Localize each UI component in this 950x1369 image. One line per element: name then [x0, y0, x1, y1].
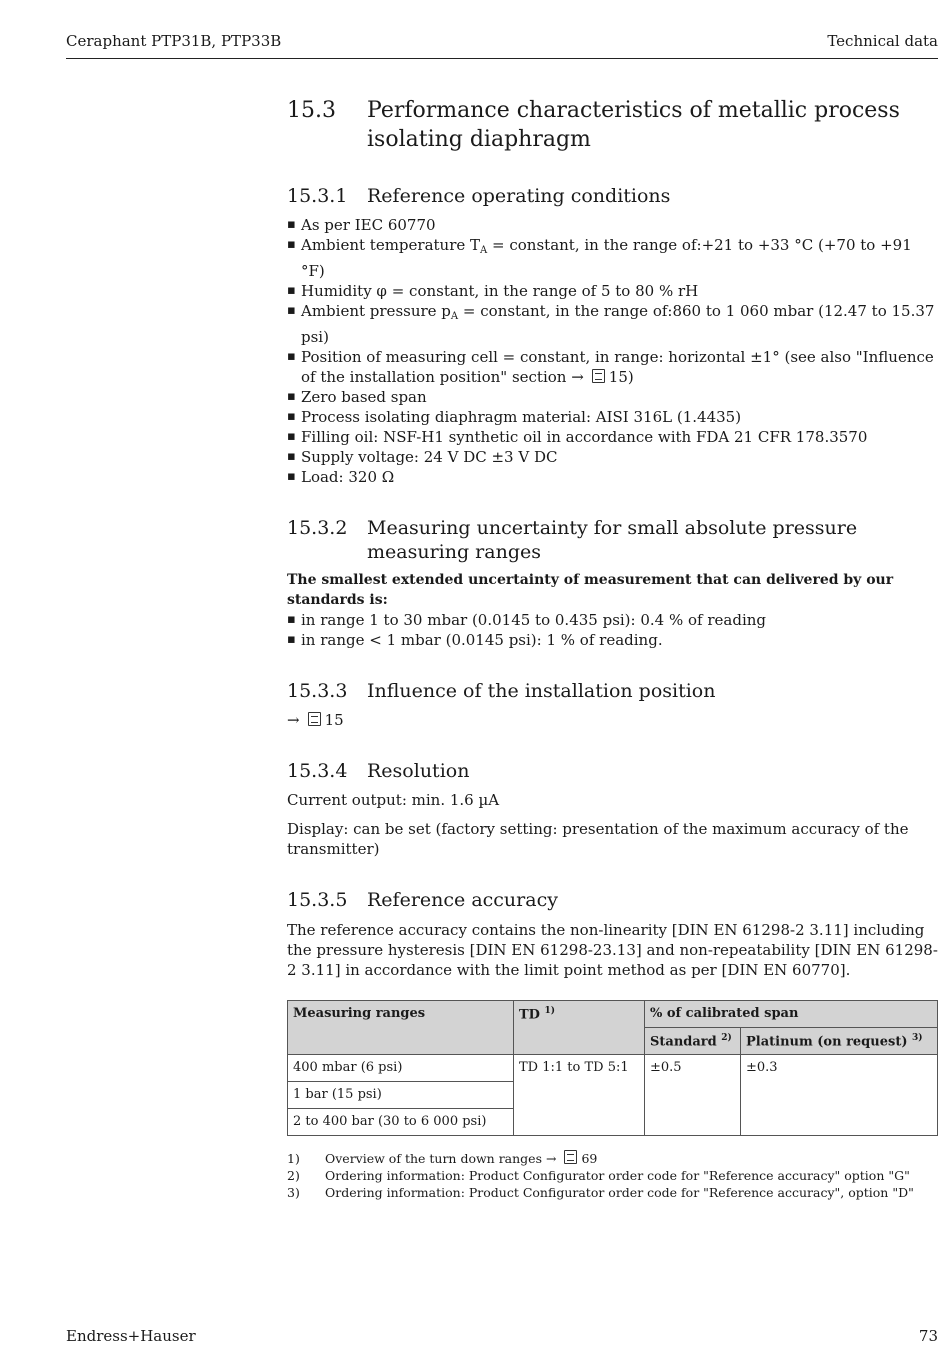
column-header-calibrated-span: % of calibrated span	[645, 1001, 938, 1028]
uncertainty-list	[287, 610, 938, 650]
list-item: ▪ in range 1 to 30 mbar (0.0145 to 0.435 psi): 0.4 % of reading	[287, 610, 938, 630]
section-title: Reference operating conditions	[367, 185, 671, 207]
table-cell: 2 to 400 bar (30 to 6 000 psi)	[288, 1109, 514, 1136]
main-content	[287, 96, 938, 1201]
page-reference-link[interactable]: 15	[324, 711, 344, 729]
footnote: 1) Overview of the turn down ranges → 69	[287, 1151, 598, 1167]
list-item: ▪ in range < 1 mbar (0.0145 psi): 1 % of reading.	[287, 630, 938, 650]
page-header	[66, 30, 938, 59]
section-number: 15.3.1	[287, 185, 348, 207]
table-cell: ±0.5	[645, 1055, 741, 1136]
section-number: 15.3.3	[287, 680, 348, 702]
column-header-measuring-ranges: Measuring ranges	[288, 1001, 514, 1055]
list-item: ▪ As per IEC 60770	[287, 215, 938, 235]
table-cell: 1 bar (15 psi)	[288, 1082, 514, 1109]
section-heading-15-3-2	[287, 516, 938, 564]
section-heading-15-3-4	[287, 759, 938, 783]
section-heading-15-3-5	[287, 888, 938, 912]
section-title: Performance characteristics of metallic process isolating diaphragm	[367, 98, 900, 152]
reference-accuracy-text: The reference accuracy contains the non-linearity [DIN EN 61298-2 3.11] including the pressure hysteresis [DIN EN 61298-23.13] and non-repeatability [DIN EN 61298-2 3.11] in accordance with the limit point method as per [DIN EN 60770].	[287, 921, 938, 979]
page-reference-link[interactable]: 69	[581, 1151, 598, 1167]
section-title: Reference accuracy	[367, 889, 558, 911]
footnote: 3) Ordering information: Product Configurator order code for "Reference accuracy", option "D"	[287, 1185, 914, 1201]
table-header-row	[288, 1001, 938, 1028]
chapter-title: Technical data	[827, 32, 938, 50]
table-cell: ±0.3	[741, 1055, 938, 1136]
installation-reference	[287, 710, 938, 730]
section-title: Resolution	[367, 760, 470, 782]
section-number: 15.3.5	[287, 889, 348, 911]
section-heading-15-3-1	[287, 184, 938, 208]
arrow-right-icon: →	[287, 711, 300, 729]
section-number: 15.3.4	[287, 760, 348, 782]
document-page-icon	[592, 369, 605, 383]
table-cell: 400 mbar (6 psi)	[288, 1055, 514, 1082]
table-footnotes	[287, 1150, 938, 1201]
document-title: Ceraphant PTP31B, PTP33B	[66, 32, 282, 50]
section-heading-15-3	[287, 96, 938, 154]
list-item: ▪ Supply voltage: 24 V DC ±3 V DC	[287, 447, 938, 467]
list-item: ▪ Ambient temperature $T_A$ = constant, in the range of:+21 to +33 °C (+70 to +91 °F)	[287, 235, 938, 281]
list-item: ▪ Zero based span	[287, 387, 938, 407]
reference-accuracy-table	[287, 1000, 938, 1136]
table-row	[288, 1055, 938, 1082]
list-item: ▪ Process isolating diaphragm material: AISI 316L (1.4435)	[287, 407, 938, 427]
section-title: Influence of the installation position	[367, 680, 716, 702]
footnote: 2) Ordering information: Product Configurator order code for "Reference accuracy" option "G"	[287, 1168, 910, 1184]
list-item: ▪ Ambient pressure $p_A$ = constant, in the range of:860 to 1 060 mbar (12.47 to 15.37 psi)	[287, 301, 938, 347]
uncertainty-lead-text: The smallest extended uncertainty of measurement that can delivered by our standards is:	[287, 572, 894, 608]
current-output-text: Current output: min. 1.6 µA	[287, 791, 500, 809]
page-number: 73	[918, 1327, 938, 1345]
table-cell: TD 1:1 to TD 5:1	[514, 1055, 645, 1136]
column-header-platinum: Platinum (on request) $^{3)}$	[741, 1028, 938, 1055]
reference-conditions-list	[287, 215, 938, 487]
list-item: ▪ Humidity φ = constant, in the range of 5 to 80 % rH	[287, 281, 938, 301]
section-title: Measuring uncertainty for small absolute pressure measuring ranges	[367, 517, 858, 563]
section-heading-15-3-3	[287, 679, 938, 703]
document-page-icon	[564, 1150, 577, 1164]
column-header-td: TD $^{1)}$	[514, 1001, 645, 1055]
section-number: 15.3	[287, 98, 336, 123]
document-page-icon	[308, 712, 321, 726]
section-number: 15.3.2	[287, 517, 348, 539]
column-header-standard: Standard $^{2)}$	[645, 1028, 741, 1055]
company-name: Endress+Hauser	[66, 1327, 196, 1345]
page-reference-link[interactable]: 15)	[608, 368, 634, 386]
list-item: ▪ Filling oil: NSF-H1 synthetic oil in accordance with FDA 21 CFR 178.3570	[287, 427, 938, 447]
list-item: ▪ Load: 320 Ω	[287, 467, 938, 487]
display-text: Display: can be set (factory setting: presentation of the maximum accuracy of the transmitter)	[287, 820, 909, 858]
list-item: ▪ Position of measuring cell = constant, in range: horizontal ±1° (see also "Influence of the installation position" section → 15)	[287, 347, 938, 387]
